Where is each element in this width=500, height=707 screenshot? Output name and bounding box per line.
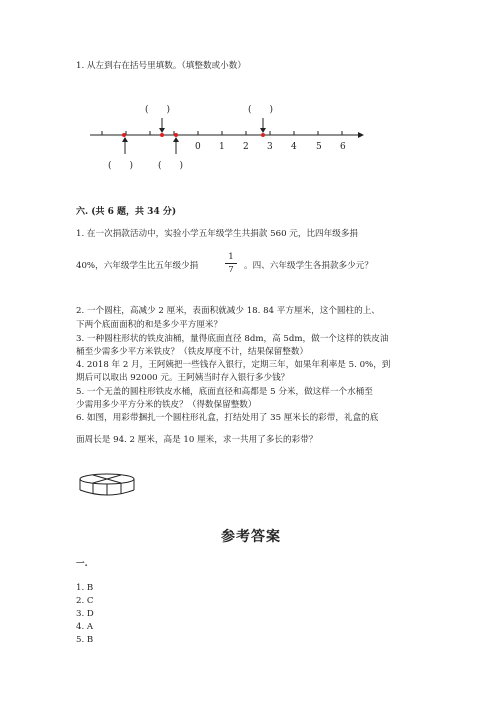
problem-1-line-2b: 。四、六年级学生各捐款多少元？ bbox=[244, 261, 373, 271]
arrow-down-icon bbox=[159, 118, 165, 133]
axis-arrow bbox=[358, 132, 364, 138]
tick-label: 1 bbox=[219, 142, 225, 152]
fraction-one-seventh bbox=[225, 252, 237, 275]
top-paren-1: ( ) bbox=[145, 105, 171, 115]
tick-label: 4 bbox=[291, 142, 297, 152]
fraction-denominator: 7 bbox=[228, 265, 234, 275]
bottom-paren-1: ( ) bbox=[108, 161, 134, 171]
problem-1-line-1: 1. 在一次捐款活动中，实验小学五年级学生共捐款 560 元，比四年级多捐 bbox=[76, 229, 359, 239]
problem-4-line-1: 4. 2018 年 2 月，王阿姨把一些钱存入银行，定期三年，如果年利率是 5. 0%，到 bbox=[76, 360, 391, 370]
point-marker bbox=[160, 133, 164, 137]
fraction-numerator: 1 bbox=[228, 252, 234, 262]
tick-label: 5 bbox=[316, 142, 322, 152]
tick-label: 0 bbox=[195, 142, 201, 152]
problem-3-line-1: 3. 一种圆柱形状的铁皮油桶，量得底面直径 8dm，高 5dm，做一个这样的铁皮油 bbox=[76, 334, 389, 344]
gift-box-illustration bbox=[78, 472, 138, 498]
arrow-up-icon bbox=[122, 137, 128, 154]
number-line-diagram bbox=[90, 100, 390, 180]
tick-label: 2 bbox=[243, 142, 249, 152]
answer-title: 参考答案 bbox=[221, 529, 281, 545]
answer-item: 5. B bbox=[76, 635, 94, 645]
tick-label: 3 bbox=[267, 142, 273, 152]
problem-2-line-1: 2. 一个圆柱，高减少 2 厘米，表面积就减少 18. 84 平方厘米，这个圆柱的上、 bbox=[76, 306, 380, 316]
problem-5-line-1: 5. 一个无盖的圆柱形铁皮水桶，底面直径和高都是 5 分米，做这样一个水桶至 bbox=[76, 387, 373, 397]
arrow-down-icon bbox=[260, 118, 266, 133]
answer-item: 4. A bbox=[76, 622, 94, 632]
answer-part-heading: 一. bbox=[76, 559, 88, 569]
problem-6-line-1: 6. 如图，用彩带捆扎一个圆柱形礼盒，打结处用了 35 厘米长的彩带，礼盒的底 bbox=[76, 413, 379, 423]
problem-3-line-2: 桶至少需多少平方米铁皮？（铁皮厚度不计，结果保留整数） bbox=[76, 347, 309, 357]
top-paren-2: ( ) bbox=[248, 105, 274, 115]
point-marker bbox=[122, 133, 126, 137]
answer-item: 1. B bbox=[76, 583, 94, 593]
q1-prompt: 1. 从左到右在括号里填数。（填整数或小数） bbox=[76, 61, 246, 71]
tick-label: 6 bbox=[340, 142, 346, 152]
problem-5-line-2: 少需用多少平方分米的铁皮？（得数保留整数） bbox=[76, 400, 257, 410]
answer-item: 2. C bbox=[76, 596, 94, 606]
point-marker bbox=[261, 133, 265, 137]
arrow-up-icon bbox=[173, 137, 179, 154]
problem-2-line-2: 下两个底面面积的和是多少平方厘米？ bbox=[76, 320, 223, 330]
bottom-paren-2: ( ) bbox=[158, 161, 184, 171]
answer-item: 3. D bbox=[76, 609, 94, 619]
problem-1-line-2a: 40%，六年级学生比五年级少捐 bbox=[76, 261, 199, 271]
problem-6-line-2: 面周长是 94. 2 厘米，高是 10 厘米，求一共用了多长的彩带？ bbox=[76, 435, 318, 445]
point-marker bbox=[174, 133, 178, 137]
section-6-heading: 六. (共 6 题，共 34 分) bbox=[76, 207, 177, 217]
problem-4-line-2: 期后可以取出 92000 元。王阿姨当时存入银行多少钱？ bbox=[76, 373, 290, 383]
